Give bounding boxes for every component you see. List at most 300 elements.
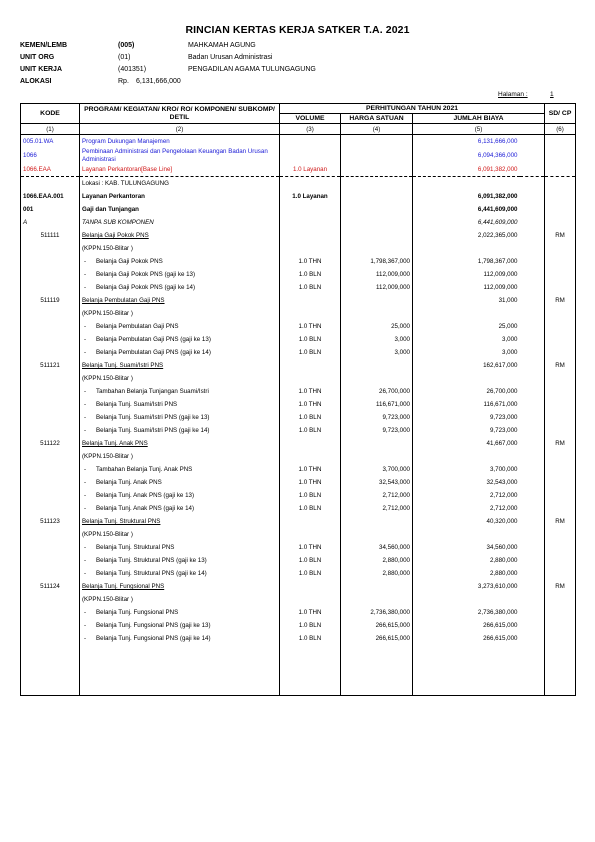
cell-sd: RM [545, 229, 576, 242]
detail-label: Belanja Tunj. Struktural PNS (gaji ke 13) [96, 557, 207, 564]
cell-kode [21, 567, 80, 580]
cell-vol: 1.0 BLN [280, 346, 341, 359]
bullet-dash-icon: - [84, 349, 87, 356]
detail-label: Belanja Tunj. Suami/Istri PNS (gaji ke 14) [96, 427, 210, 434]
cell-kode [21, 398, 80, 411]
cell-sd: RM [545, 437, 576, 450]
cell-jumlah: 2,022,365,000 [413, 229, 520, 242]
cell-kode [21, 489, 80, 502]
info-value: PENGADILAN AGAMA TULUNGAGUNG [188, 66, 316, 73]
cell-kode [21, 307, 80, 320]
detail-label: Belanja Tunj. Fungsional PNS [96, 609, 179, 616]
table-row [21, 606, 576, 619]
cell-jumlah [413, 372, 520, 385]
table-row [21, 385, 576, 398]
cell-harga: 112,009,000 [341, 281, 413, 294]
table-row [21, 372, 576, 385]
cell-spacer [520, 437, 545, 450]
detail-label: Belanja Tunj. Fungsional PNS (gaji ke 14) [96, 635, 211, 642]
cell-jumlah: 3,273,610,000 [413, 580, 520, 593]
cell-harga: 2,712,000 [341, 489, 413, 502]
cell-kode [21, 502, 80, 515]
cell-spacer [520, 255, 545, 268]
cell-spacer [520, 593, 545, 606]
table-row [21, 333, 576, 346]
cell-jumlah: 3,700,000 [413, 463, 520, 476]
cell-kode [21, 242, 80, 255]
cell-harga [341, 242, 413, 255]
cell-spacer [520, 489, 545, 502]
table-row [21, 593, 576, 606]
cell-spacer [520, 229, 545, 242]
cell-sd [545, 320, 576, 333]
cell-jumlah [413, 450, 520, 463]
bullet-dash-icon: - [84, 388, 87, 395]
cell-spacer [520, 502, 545, 515]
cell-spacer [520, 177, 545, 191]
cell-jumlah: 162,617,000 [413, 359, 520, 372]
cell-desc [80, 463, 280, 476]
cell-kode [21, 320, 80, 333]
table-row [21, 242, 576, 255]
cell-sd [545, 268, 576, 281]
cell-kode: 1066.EAA [21, 163, 80, 177]
cell-sd [545, 424, 576, 437]
cell-harga [341, 593, 413, 606]
cell-spacer [520, 385, 545, 398]
cell-desc: Belanja Gaji Pokok PNS [80, 229, 280, 242]
table-row [21, 554, 576, 567]
cell-spacer [520, 541, 545, 554]
bullet-dash-icon: - [84, 427, 87, 434]
cell-vol [280, 450, 341, 463]
cell-desc [80, 632, 280, 645]
cell-kode: 005.01.WA [21, 135, 80, 149]
table-row [21, 437, 576, 450]
bullet-dash-icon: - [84, 284, 87, 291]
cell-desc [80, 554, 280, 567]
cell-spacer [520, 463, 545, 476]
cell-desc [80, 333, 280, 346]
cell-jumlah: 266,615,000 [413, 619, 520, 632]
cell-sd [545, 203, 576, 216]
table-row [21, 294, 576, 307]
cell-vol [280, 372, 341, 385]
table-row [21, 528, 576, 541]
cell-kode [21, 541, 80, 554]
cell-jumlah: 31,000 [413, 294, 520, 307]
cell-kode: 001 [21, 203, 80, 216]
empty-cell [341, 645, 413, 696]
detail-label: Belanja Tunj. Fungsional PNS (gaji ke 13) [96, 622, 211, 629]
table-body [21, 135, 576, 696]
table-row [21, 489, 576, 502]
cell-harga [341, 372, 413, 385]
cell-kode: A [21, 216, 80, 229]
info-label: UNIT ORG [20, 54, 55, 61]
page-number-value: 1 [550, 91, 554, 98]
cell-vol: 1.0 THN [280, 320, 341, 333]
cell-vol: 1.0 THN [280, 606, 341, 619]
cell-kode: 1066.EAA.001 [21, 190, 80, 203]
table-row [21, 163, 576, 177]
cell-harga: 9,723,000 [341, 424, 413, 437]
cell-jumlah: 6,091,382,000 [413, 190, 520, 203]
cell-harga [341, 307, 413, 320]
cell-harga [341, 177, 413, 191]
detail-label: Belanja Pembulatan Gaji PNS (gaji ke 13) [96, 336, 211, 343]
bullet-dash-icon: - [84, 336, 87, 343]
cell-jumlah: 6,131,666,000 [413, 135, 520, 149]
cell-vol: 1.0 Layanan [280, 190, 341, 203]
cell-harga: 112,009,000 [341, 268, 413, 281]
cell-vol: 1.0 BLN [280, 502, 341, 515]
bullet-dash-icon: - [84, 258, 87, 265]
cell-jumlah [413, 528, 520, 541]
cell-harga: 1,798,367,000 [341, 255, 413, 268]
cell-desc: Belanja Tunj. Fungsional PNS [80, 580, 280, 593]
cell-harga: 2,736,380,000 [341, 606, 413, 619]
cell-harga: 266,615,000 [341, 632, 413, 645]
cell-spacer [520, 135, 545, 149]
cell-desc [80, 476, 280, 489]
info-code: (01) [118, 54, 131, 61]
cell-harga [341, 163, 413, 177]
cell-kode [21, 385, 80, 398]
cell-spacer [520, 528, 545, 541]
cell-jumlah: 116,671,000 [413, 398, 520, 411]
cell-desc [80, 606, 280, 619]
cell-sd [545, 606, 576, 619]
column-number: (1) [21, 124, 80, 135]
cell-jumlah: 40,320,000 [413, 515, 520, 528]
detail-label: Belanja Pembulatan Gaji PNS (gaji ke 14) [96, 349, 211, 356]
cell-harga [341, 216, 413, 229]
cell-harga [341, 359, 413, 372]
info-label: ALOKASI [20, 78, 52, 85]
cell-harga: 26,700,000 [341, 385, 413, 398]
detail-label: Tambahan Belanja Tunj. Anak PNS [96, 466, 193, 473]
empty-cell [80, 645, 280, 696]
cell-vol: 1.0 THN [280, 476, 341, 489]
cell-spacer [520, 554, 545, 567]
cell-desc [80, 502, 280, 515]
cell-jumlah [413, 242, 520, 255]
cell-sd [545, 593, 576, 606]
cell-jumlah: 34,560,000 [413, 541, 520, 554]
cell-harga: 3,700,000 [341, 463, 413, 476]
table-row [21, 502, 576, 515]
cell-jumlah: 112,009,000 [413, 268, 520, 281]
column-number: (5) [413, 124, 545, 135]
cell-vol [280, 216, 341, 229]
cell-kode: 511119 [21, 294, 80, 307]
bullet-dash-icon: - [84, 271, 87, 278]
cell-desc [80, 489, 280, 502]
cell-harga: 2,712,000 [341, 502, 413, 515]
cell-desc: Gaji dan Tunjangan [80, 203, 280, 216]
empty-cell [280, 645, 341, 696]
cell-desc: Pembinaan Administrasi dan Pengelolaan Keuangan Badan Urusan Administrasi [80, 148, 280, 163]
cell-kode: 511123 [21, 515, 80, 528]
cell-desc [80, 385, 280, 398]
detail-label: Tambahan Belanja Tunjangan Suami/Istri [96, 388, 209, 395]
cell-sd [545, 476, 576, 489]
info-value: Badan Urusan Administrasi [188, 54, 273, 61]
cell-vol: 1.0 THN [280, 255, 341, 268]
cell-spacer [520, 606, 545, 619]
table-row [21, 476, 576, 489]
cell-harga: 25,000 [341, 320, 413, 333]
cell-desc: TANPA SUB KOMPONEN [80, 216, 280, 229]
table-row [21, 307, 576, 320]
cell-jumlah [413, 593, 520, 606]
cell-kode [21, 268, 80, 281]
cell-harga: 116,671,000 [341, 398, 413, 411]
detail-label: Belanja Tunj. Anak PNS (gaji ke 13) [96, 492, 195, 499]
cell-kode [21, 632, 80, 645]
cell-desc [80, 567, 280, 580]
cell-sd [545, 255, 576, 268]
detail-label: Belanja Gaji Pokok PNS (gaji ke 13) [96, 271, 196, 278]
bullet-dash-icon: - [84, 622, 87, 629]
info-code: (005) [118, 42, 135, 49]
page-number-label: Halaman : [498, 91, 528, 98]
detail-label: Belanja Gaji Pokok PNS [96, 258, 163, 265]
cell-vol [280, 580, 341, 593]
cell-desc [80, 346, 280, 359]
cell-sd [545, 554, 576, 567]
bullet-dash-icon: - [84, 479, 87, 486]
cell-jumlah: 2,712,000 [413, 489, 520, 502]
cell-sd [545, 489, 576, 502]
cell-desc [80, 268, 280, 281]
info-code: (401351) [118, 66, 147, 73]
cell-desc [80, 541, 280, 554]
table-row [21, 255, 576, 268]
cell-jumlah [413, 307, 520, 320]
column-number: (3) [280, 124, 341, 135]
table-row [21, 398, 576, 411]
cell-vol [280, 148, 341, 163]
table-row [21, 424, 576, 437]
table-row [21, 567, 576, 580]
cell-sd [545, 372, 576, 385]
cell-harga [341, 294, 413, 307]
table-row [21, 229, 576, 242]
info-code: Rp. [118, 78, 129, 85]
cell-kode: 511121 [21, 359, 80, 372]
cell-spacer [520, 216, 545, 229]
cell-jumlah: 9,723,000 [413, 424, 520, 437]
cell-desc [80, 320, 280, 333]
table-row [21, 346, 576, 359]
cell-spacer [520, 411, 545, 424]
table-row [21, 203, 576, 216]
empty-cell [21, 645, 80, 696]
table-row [21, 580, 576, 593]
cell-spacer [520, 619, 545, 632]
cell-harga [341, 437, 413, 450]
cell-desc [80, 411, 280, 424]
info-row-alokasi [20, 76, 316, 88]
col-header-sdcp: SD/ CP [545, 104, 576, 124]
cell-jumlah: 26,700,000 [413, 385, 520, 398]
cell-jumlah: 2,880,000 [413, 567, 520, 580]
cell-kode [21, 411, 80, 424]
table-row [21, 632, 576, 645]
cell-spacer [520, 268, 545, 281]
budget-table [20, 103, 576, 696]
cell-desc: Belanja Tunj. Struktural PNS [80, 515, 280, 528]
col-header-jumlah: JUMLAH BIAYA [413, 114, 545, 124]
column-number: (6) [545, 124, 576, 135]
cell-spacer [520, 163, 545, 177]
cell-harga [341, 450, 413, 463]
table-row [21, 216, 576, 229]
cell-kode [21, 281, 80, 294]
bullet-dash-icon: - [84, 609, 87, 616]
cell-sd [545, 307, 576, 320]
cell-vol: 1.0 BLN [280, 333, 341, 346]
cell-spacer [520, 294, 545, 307]
cell-jumlah: 6,441,609,000 [413, 203, 520, 216]
bullet-dash-icon: - [84, 401, 87, 408]
cell-spacer [520, 580, 545, 593]
cell-harga: 34,560,000 [341, 541, 413, 554]
cell-desc: Belanja Pembulatan Gaji PNS [80, 294, 280, 307]
cell-harga [341, 528, 413, 541]
cell-kode [21, 619, 80, 632]
cell-vol: 1.0 THN [280, 385, 341, 398]
cell-sd [545, 242, 576, 255]
detail-label: Belanja Tunj. Anak PNS [96, 479, 162, 486]
info-row-unit-org [20, 52, 316, 64]
table-row [21, 463, 576, 476]
cell-sd [545, 398, 576, 411]
cell-desc: (KPPN.150-Blitar ) [80, 450, 280, 463]
cell-spacer [520, 567, 545, 580]
cell-kode [21, 346, 80, 359]
cell-desc [80, 398, 280, 411]
cell-kode: 511111 [21, 229, 80, 242]
cell-spacer [520, 320, 545, 333]
cell-vol [280, 294, 341, 307]
cell-kode [21, 372, 80, 385]
cell-sd: RM [545, 515, 576, 528]
cell-vol: 1.0 THN [280, 463, 341, 476]
table-row [21, 190, 576, 203]
cell-vol: 1.0 BLN [280, 281, 341, 294]
cell-jumlah: 3,000 [413, 333, 520, 346]
column-number: (2) [80, 124, 280, 135]
bullet-dash-icon: - [84, 414, 87, 421]
cell-desc: (KPPN.150-Blitar ) [80, 307, 280, 320]
cell-kode [21, 424, 80, 437]
cell-jumlah: 9,723,000 [413, 411, 520, 424]
cell-sd [545, 567, 576, 580]
detail-label: Belanja Gaji Pokok PNS (gaji ke 14) [96, 284, 196, 291]
cell-spacer [520, 281, 545, 294]
cell-sd: RM [545, 359, 576, 372]
cell-harga [341, 190, 413, 203]
cell-kode [21, 593, 80, 606]
table-row [21, 320, 576, 333]
cell-harga: 266,615,000 [341, 619, 413, 632]
empty-cell [413, 645, 520, 696]
cell-kode [21, 255, 80, 268]
cell-jumlah: 25,000 [413, 320, 520, 333]
empty-cell [520, 645, 545, 696]
cell-jumlah: 266,615,000 [413, 632, 520, 645]
bullet-dash-icon: - [84, 466, 87, 473]
table-row [21, 177, 576, 191]
cell-sd [545, 346, 576, 359]
info-row-unit-kerja [20, 64, 316, 76]
cell-spacer [520, 398, 545, 411]
cell-spacer [520, 190, 545, 203]
cell-sd [545, 450, 576, 463]
header-info [20, 40, 316, 88]
cell-harga: 2,880,000 [341, 554, 413, 567]
table-header-row [21, 104, 576, 114]
cell-vol: 1.0 Layanan [280, 163, 341, 177]
cell-vol [280, 593, 341, 606]
cell-vol [280, 203, 341, 216]
cell-jumlah [413, 177, 520, 191]
cell-sd [545, 528, 576, 541]
cell-desc: Belanja Tunj. Anak PNS [80, 437, 280, 450]
cell-vol [280, 135, 341, 149]
cell-desc [80, 424, 280, 437]
table-row [21, 148, 576, 163]
bullet-dash-icon: - [84, 505, 87, 512]
cell-desc [80, 281, 280, 294]
cell-harga: 9,723,000 [341, 411, 413, 424]
col-header-harga: HARGA SATUAN [341, 114, 413, 124]
cell-harga: 32,543,000 [341, 476, 413, 489]
cell-jumlah: 41,667,000 [413, 437, 520, 450]
col-header-volume: VOLUME [280, 114, 341, 124]
cell-desc: Layanan Perkantoran[Base Line] [80, 163, 280, 177]
cell-kode [21, 476, 80, 489]
cell-vol [280, 359, 341, 372]
cell-sd [545, 281, 576, 294]
bullet-dash-icon: - [84, 557, 87, 564]
cell-sd [545, 135, 576, 149]
cell-sd [545, 177, 576, 191]
col-header-program: PROGRAM/ KEGIATAN/ KRO/ RO/ KOMPONEN/ SUBKOMP/ DETIL [80, 104, 280, 124]
cell-kode [21, 606, 80, 619]
cell-spacer [520, 333, 545, 346]
table-row [21, 411, 576, 424]
cell-jumlah: 1,798,367,000 [413, 255, 520, 268]
cell-vol: 1.0 BLN [280, 411, 341, 424]
cell-spacer [520, 346, 545, 359]
cell-kode [21, 463, 80, 476]
cell-spacer [520, 307, 545, 320]
cell-vol: 1.0 BLN [280, 424, 341, 437]
cell-desc: (KPPN.150-Blitar ) [80, 242, 280, 255]
col-header-perhitungan: PERHITUNGAN TAHUN 2021 [280, 104, 545, 114]
cell-sd [545, 632, 576, 645]
cell-vol [280, 177, 341, 191]
cell-harga [341, 580, 413, 593]
column-number: (4) [341, 124, 413, 135]
bullet-dash-icon: - [84, 570, 87, 577]
cell-harga [341, 229, 413, 242]
cell-spacer [520, 148, 545, 163]
